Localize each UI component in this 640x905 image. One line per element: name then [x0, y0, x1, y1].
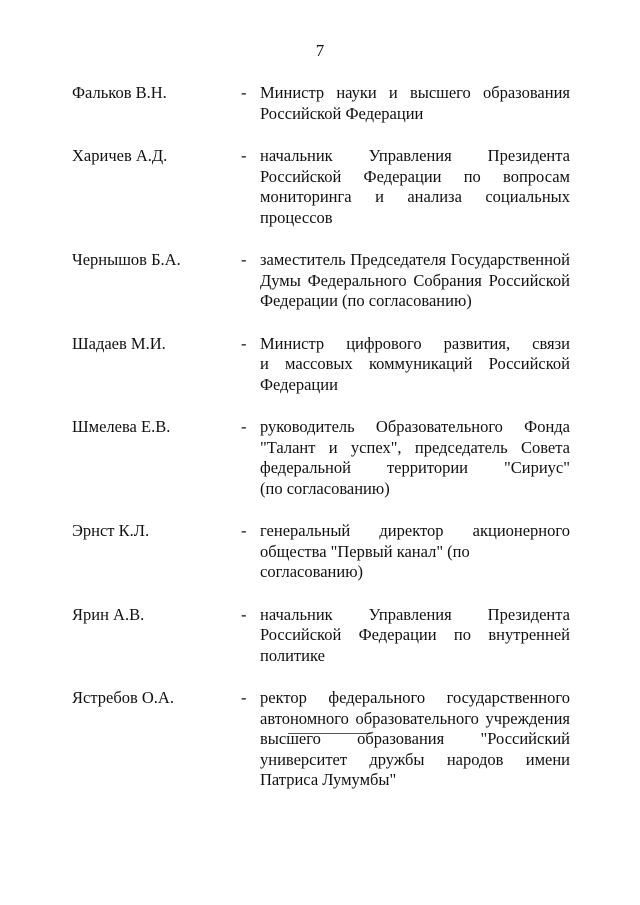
member-position: [260, 146, 570, 228]
member-entry: [0, 250, 640, 312]
position-line: (по согласованию): [260, 478, 390, 498]
position-line: общества "Первый канал" (по согласованию): [260, 541, 470, 581]
member-list: [0, 83, 640, 813]
position-line: Российской Федерации по вопросам: [260, 166, 570, 186]
member-name: Ярин А.В.: [72, 604, 145, 624]
page-number: 7: [315, 41, 325, 60]
member-position: [260, 688, 570, 791]
position-line: руководитель Образовательного Фонда: [260, 417, 570, 436]
position-line: Думы Федерального Собрания Российской: [260, 270, 570, 290]
position-line: Министр науки и высшего образования: [260, 83, 570, 102]
position-line: заместитель Председателя Государственной: [260, 250, 570, 269]
member-entry: [0, 605, 640, 667]
member-name: Чернышов Б.А.: [72, 250, 181, 269]
position-line: начальник Управления Президента: [260, 604, 570, 624]
member-entry: [0, 83, 640, 124]
member-position: [260, 83, 570, 124]
member-dash: -: [241, 688, 247, 707]
member-dash: -: [241, 83, 247, 102]
member-dash: -: [241, 604, 247, 624]
member-name: Шадаев М.И.: [72, 333, 166, 353]
position-line: Патриса Лумумбы": [260, 770, 397, 789]
position-line: высшего образования "Российский: [260, 729, 570, 748]
member-position: [260, 605, 570, 667]
position-line: автономного образовательного учреждения: [260, 708, 570, 728]
member-name: Ястребов О.А.: [72, 688, 174, 707]
member-entry: [0, 146, 640, 228]
position-line: "Талант и успех", председатель Совета: [260, 437, 570, 457]
member-dash: -: [241, 333, 247, 353]
member-entry: [0, 521, 640, 583]
position-line: федеральной территории "Сириус": [260, 458, 570, 477]
member-dash: -: [241, 417, 247, 436]
position-line: ректор федерального государственного: [260, 688, 570, 707]
member-position: [260, 417, 570, 499]
position-line: Российской Федерации по внутренней: [260, 625, 570, 644]
position-line: Министр цифрового развития, связи: [260, 333, 570, 353]
position-line: начальник Управления Президента: [260, 146, 570, 165]
member-name: Эрнст К.Л.: [72, 521, 150, 540]
position-line: Федерации: [260, 374, 338, 394]
position-line: генеральный директор акционерного: [260, 521, 570, 540]
member-position: [260, 334, 570, 396]
position-line: Российской Федерации: [260, 103, 424, 123]
member-dash: -: [241, 146, 247, 165]
member-position: [260, 521, 570, 583]
end-divider: [288, 733, 368, 734]
member-dash: -: [241, 250, 247, 269]
member-entry: [0, 334, 640, 396]
member-name: Фальков В.Н.: [72, 83, 167, 102]
member-entry: [0, 688, 640, 791]
position-line: Федерации (по согласованию): [260, 291, 472, 310]
position-line: университет дружбы народов имени: [260, 749, 570, 769]
member-dash: -: [241, 521, 247, 540]
member-entry: [0, 417, 640, 499]
position-line: процессов: [260, 207, 333, 227]
member-name: Харичев А.Д.: [72, 146, 168, 165]
position-line: и массовых коммуникаций Российской: [260, 354, 570, 373]
member-position: [260, 250, 570, 312]
position-line: мониторинга и анализа социальных: [260, 187, 570, 206]
member-name: Шмелева Е.В.: [72, 417, 171, 436]
position-line: политике: [260, 645, 325, 665]
